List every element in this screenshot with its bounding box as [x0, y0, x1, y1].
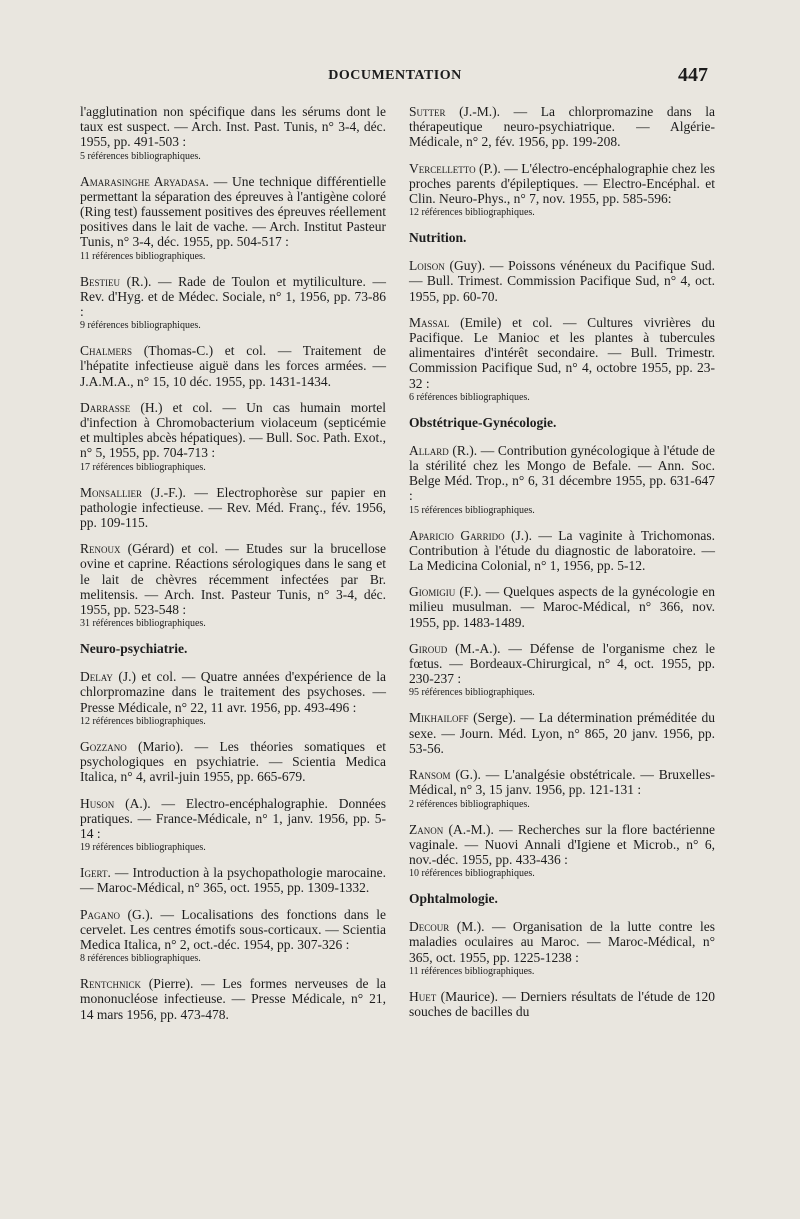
bibliography-entry: [409, 315, 715, 404]
bibliography-entry: [409, 528, 715, 574]
entry-references-count: 10 références bibliographiques.: [409, 868, 535, 880]
running-title: DOCUMENTATION: [328, 68, 462, 83]
entry-citation: (G.). — L'analgésie obstétricale. — Bruxelles-Médical, n° 3, 15 janv. 1956, pp. 121-131 :: [409, 767, 715, 798]
bibliography-entry: [80, 400, 386, 474]
entry-author: Huet: [409, 988, 437, 1004]
entry-citation: (P.). — L'électro-encéphalographie chez les proches parents d'épileptiques. — Electro-Encéphal. et Clin. Neuro-Phys., n° 7, nov. 1955, pp. 585-596:: [409, 160, 715, 207]
entry-body: [409, 641, 715, 687]
entry-author: Delay: [80, 669, 113, 685]
entry-body: [80, 541, 386, 617]
entry-citation: (M.). — Organisation de la lutte contre les maladies oculaires au Maroc. — Maroc-Médical, n° 365, oct. 1955, pp. 1225-1238 :: [409, 919, 715, 965]
bibliography-entry: [80, 541, 386, 630]
page-number: 447: [678, 64, 708, 86]
section-heading: Ophtalmologie.: [409, 891, 498, 907]
section-heading: Neuro-psychiatrie.: [80, 641, 188, 657]
entry-citation: (Guy). — Poissons vénéneux du Pacifique Sud. — Bull. Trimest. Commission Pacifique Sud, n° 4, oct. 1955, pp. 60-70.: [409, 258, 715, 304]
entry-body: [80, 174, 386, 250]
entry-references-count: 6 références bibliographiques.: [409, 391, 530, 403]
entry-body: [409, 443, 715, 504]
entry-author: Bestieu: [80, 273, 120, 289]
bibliography-entry: [409, 710, 715, 756]
bibliography-entry: [409, 989, 715, 1019]
entry-citation: (R.). — Contribution gynécologique à l'étude de la stérilité chez les Mongo de Befale. — Ann. Soc. Belge Méd. Trop., n° 6, 31 décembre 1955, pp. 631-647 :: [409, 442, 715, 504]
entry-citation: — Introduction à la psychopathologie marocaine. — Maroc-Médical, n° 365, oct. 1955, pp. 1309-1332.: [80, 865, 386, 896]
entry-body: [80, 739, 386, 785]
entry-author: Sutter: [409, 104, 446, 119]
entry-references-count: 12 références bibliographiques.: [80, 715, 206, 727]
entry-citation: (Serge). — La détermination préméditée du sexe. — Journ. Méd. Lyon, n° 865, 20 janv. 1956, pp. 53-56.: [409, 710, 715, 756]
entry-body: [409, 584, 715, 630]
entry-references-count: 9 références bibliographiques.: [80, 320, 201, 332]
entry-citation: (M.-A.). — Défense de l'organisme chez le fœtus. — Bordeaux-Chirurgical, n° 4, oct. 1955, pp. 230-237 :: [409, 640, 715, 687]
entry-author: Loison: [409, 258, 445, 274]
entry-citation: (Emile) et col. — Cultures vivrières du Pacifique. Le Manioc et les plantes à tubercules alimentaires d'intérêt secondaire. — Bull. Trimestr. Commission Pacifique Sud, n° 4, octobre 1955, pp. 23-32 :: [409, 314, 715, 391]
bibliography-entry: [80, 907, 386, 966]
entry-citation: (A.-M.). — Recherches sur la flore bactérienne vaginale. — Nuovi Annali d'Igiene et Microb., n° 6, nov.-déc. 1955, pp. 433-436 :: [409, 821, 715, 867]
entry-author: Vercelletto: [409, 160, 476, 176]
entry-author: Amarasinghe Aryadasa.: [80, 173, 209, 189]
entry-body: [409, 528, 715, 574]
entry-body: [80, 485, 386, 531]
entry-author: Renoux: [80, 541, 121, 557]
section-heading: Obstétrique-Gynécologie.: [409, 414, 557, 430]
entry-body: [80, 796, 386, 842]
entry-body: [409, 767, 715, 797]
entry-body: [409, 919, 715, 965]
entry-references-count: 8 références bibliographiques.: [80, 953, 201, 965]
bibliography-entry: [80, 865, 386, 895]
bibliography-entry: [409, 258, 715, 304]
entry-references-count: 11 références bibliographiques.: [409, 965, 535, 977]
entry-references-count: 17 références bibliographiques.: [80, 461, 206, 473]
bibliography-entry: [80, 174, 386, 263]
entry-body: [80, 669, 386, 715]
bibliography-entry: [80, 104, 386, 163]
entry-citation: (Mario). — Les théories somatiques et psychologiques en psychiatrie. — Scientia Medica Italica, n° 4, avril-juin 1955, pp. 665-679.: [80, 738, 386, 785]
entry-citation: (J.-M.). — La chlorpromazine dans la thérapeutique neuro-psychiatrique. — Algérie-Médicale, n° 2, fév. 1956, pp. 199-208.: [409, 104, 715, 150]
entry-author: Zanon: [409, 821, 444, 837]
entry-author: Mikhailoff: [409, 710, 469, 726]
entry-citation: (J.) et col. — Quatre années d'expérience de la chlorpromazine dans le traitement des psychoses. — Presse Médicale, n° 22, 11 avr. 1956, pp. 493-496 :: [80, 669, 386, 715]
entry-references-count: 12 références bibliographiques.: [409, 207, 535, 219]
entry-body: [80, 907, 386, 953]
entry-citation: (Pierre). — Les formes nerveuses de la mononucléose infectieuse. — Presse Médicale, n° 21, 14 mars 1956, pp. 473-478.: [80, 976, 386, 1022]
entry-references-count: 5 références bibliographiques.: [80, 150, 201, 162]
entry-references-count: 2 références bibliographiques.: [409, 798, 530, 810]
entry-body: [409, 989, 715, 1019]
entry-author: Rentchnick: [80, 976, 142, 992]
entry-author: Pagano: [80, 906, 121, 922]
entry-references-count: 11 références bibliographiques.: [80, 250, 206, 262]
bibliography-entry: [409, 641, 715, 700]
bibliography-entry: [409, 104, 715, 150]
entry-body: [80, 400, 386, 461]
entry-references-count: 31 références bibliographiques.: [80, 618, 206, 630]
entry-citation: (F.). — Quelques aspects de la gynécologie en milieu musulman. — Maroc-Médical, n° 366, nov. 1955, pp. 1483-1489.: [409, 584, 715, 630]
section-heading: Nutrition.: [409, 230, 467, 246]
entry-body: [409, 161, 715, 207]
bibliography-entry: [409, 584, 715, 630]
entry-citation: (J.). — La vaginite à Trichomonas. Contribution à l'étude du diagnostic de laboratoire. — La Medicina Colonial, n° 1, 1956, pp. 5-12.: [409, 527, 715, 574]
entry-citation: l'agglutination non spécifique dans les sérums dont le taux est suspect. — Arch. Inst. Past. Tunis, n° 3-4, déc. 1955, pp. 491-503 :: [80, 104, 386, 150]
entry-citation: (Maurice). — Derniers résultats de l'étude de 120 souches de bacilles du: [409, 988, 715, 1019]
entry-citation: (A.). — Electro-encéphalographie. Données pratiques. — France-Médicale, n° 1, janv. 1956, pp. 5-14 :: [80, 795, 386, 841]
entry-author: Giomigiu: [409, 584, 456, 600]
bibliography-entry: [409, 822, 715, 881]
entry-author: Chalmers: [80, 343, 133, 359]
right-column: [409, 104, 715, 1030]
bibliography-entry: [80, 739, 386, 785]
bibliography-entry: [409, 919, 715, 978]
entry-references-count: 95 références bibliographiques.: [409, 687, 535, 699]
entry-citation: — Une technique différentielle permettant la séparation des épreuves à l'antigène coloré (Ring test) faussement positives des épreuves réellement positives dans le lait de vache. — Arch. Institut Pasteur Tunis, n° 3-4, déc. 1955, pp. 504-517 :: [80, 173, 386, 250]
entry-author: Giroud: [409, 640, 448, 656]
bibliography-entry: [80, 976, 386, 1022]
entry-citation: (Gérard) et col. — Etudes sur la brucellose ovine et caprine. Réactions sérologiques dans le sang et le lait de chèvres récemment infectées par Br. melitensis. — Arch. Inst. Pasteur Tunis, n° 3-4, déc. 1955, pp. 523-548 :: [80, 541, 386, 618]
entry-body: [409, 822, 715, 868]
entry-body: [80, 865, 386, 895]
entry-body: [409, 710, 715, 756]
bibliography-entry: [80, 669, 386, 728]
page-header: [82, 66, 708, 92]
entry-author: Monsallier: [80, 484, 143, 500]
entry-body: [80, 104, 386, 150]
bibliography-entry: [409, 161, 715, 220]
entry-author: Darrasse: [80, 399, 131, 415]
bibliography-entry: [409, 767, 715, 810]
entry-author: Massal: [409, 314, 450, 330]
entry-citation: (H.) et col. — Un cas humain mortel d'infection à Chromobacterium violaceum (septicémie et multiples abcès hépatiques). — Bull. Soc. Path. Exot., n° 5, 1955, pp. 704-713 :: [80, 399, 386, 461]
entry-body: [409, 104, 715, 150]
bibliography-entry: [409, 443, 715, 517]
entry-references-count: 15 références bibliographiques.: [409, 504, 535, 516]
entry-author: Igert.: [80, 865, 111, 881]
entry-author: Aparicio Garrido: [409, 527, 505, 543]
bibliography-entry: [80, 343, 386, 389]
entry-body: [80, 343, 386, 389]
entry-references-count: 19 références bibliographiques.: [80, 842, 206, 854]
entry-citation: (G.). — Localisations des fonctions dans le cervelet. Les centres émotifs sous-corticaux. — Scientia Medica Italica, n° 2, oct.-déc. 1954, pp. 307-326 :: [80, 906, 386, 952]
left-column: [80, 104, 386, 1033]
entry-author: Ransom: [409, 767, 451, 783]
entry-body: [409, 315, 715, 391]
entry-citation: (Thomas-C.) et col. — Traitement de l'hépatite infectieuse aiguë dans les forces armées. — J.A.M.A., n° 15, 10 déc. 1955, pp. 1431-1434.: [80, 343, 386, 389]
bibliography-entry: [80, 485, 386, 531]
bibliography-entry: [80, 796, 386, 855]
entry-author: Gozzano: [80, 738, 127, 754]
entry-body: [409, 258, 715, 304]
entry-citation: (J.-F.). — Electrophorèse sur papier en pathologie infectieuse. — Rev. Méd. Franç., fév. 1956, pp. 109-115.: [80, 484, 386, 531]
bibliography-entry: [80, 274, 386, 333]
entry-citation: (R.). — Rade de Toulon et mytiliculture. — Rev. d'Hyg. et de Médec. Sociale, n° 1, 1956, pp. 73-86 :: [80, 273, 386, 320]
entry-author: Decour: [409, 919, 450, 935]
entry-body: [80, 274, 386, 320]
entry-author: Huson: [80, 795, 115, 811]
entry-author: Allard: [409, 442, 449, 458]
entry-body: [80, 976, 386, 1022]
